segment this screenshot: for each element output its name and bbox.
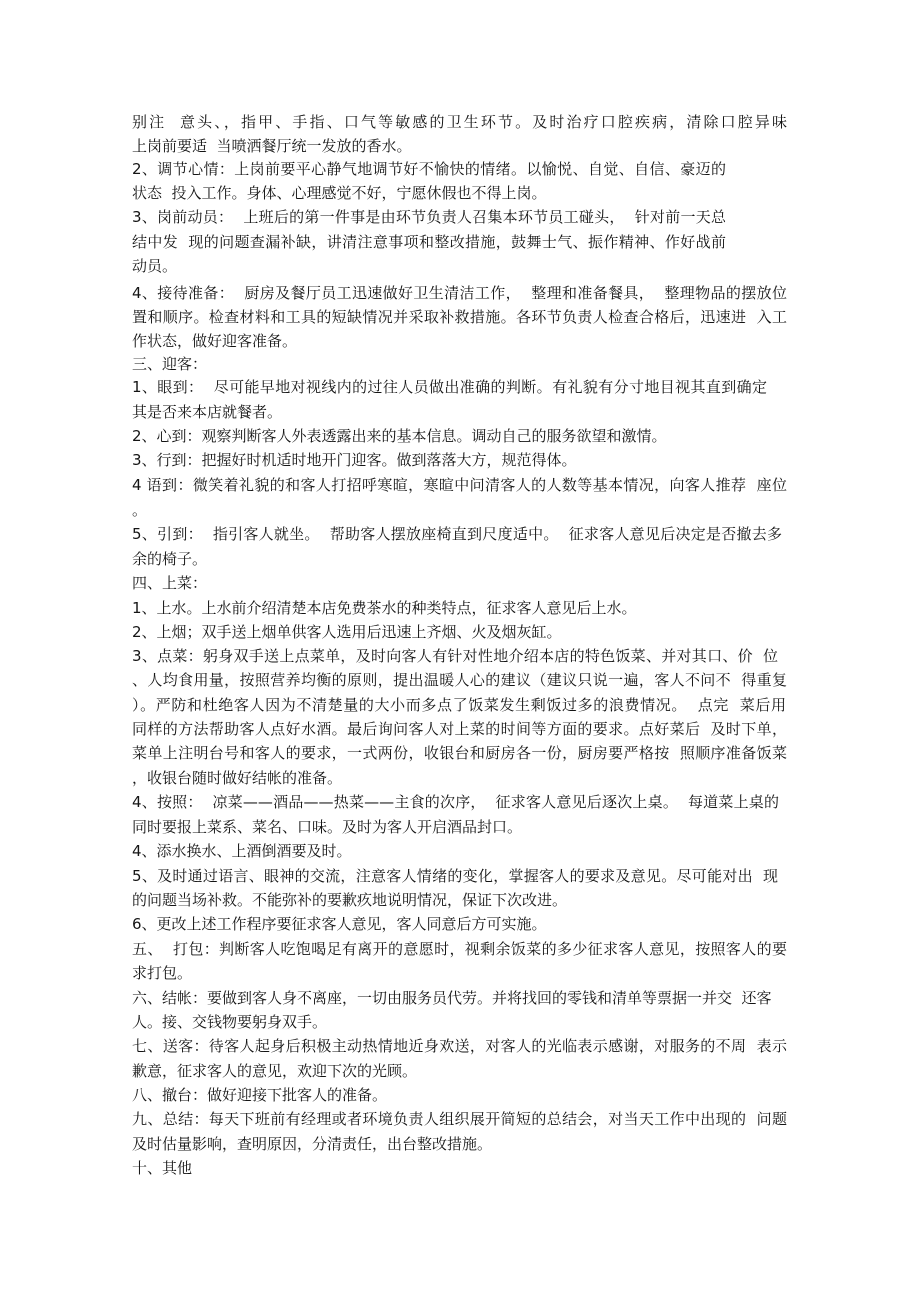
section-heading: 四、上菜： xyxy=(132,574,208,592)
text-line: 八、撤台：做好迎接下批客人的准备。 xyxy=(132,1086,388,1104)
text-line: 3、点菜：躬身双手送上点菜单，及时向客人有针对性地介绍本店的特色饭菜、并对其口、价 位 xyxy=(132,647,778,665)
text-line: 5、引到： 指引客人就坐。 帮助客人摆放座椅直到尺度适中。 征求客人意见后决定是否撤去多 xyxy=(132,525,782,543)
text-line: 歉意，征求客人的意见，欢迎下次的光顾。 xyxy=(132,1062,418,1080)
text-line: 余的椅子。 xyxy=(132,550,208,568)
text-line: 结中发 现的问题查漏补缺，讲清注意事项和整改措施，鼓舞士气、振作精神、作好战前 xyxy=(132,233,726,251)
text-line: 九、总结：每天下班前有经理或者环境负责人组织展开简短的总结会，对当天工作中出现的 问题 xyxy=(132,1110,787,1128)
text-line: 、人均食用量，按照营养均衡的原则，提出温暖人心的建议（建议只说一遍，客人不问不 得重复 xyxy=(132,671,787,689)
text-line: 同样的方法帮助客人点好水酒。最后询问客人对上菜的时间等方面的要求。点好菜后 及时下单， xyxy=(132,720,787,738)
text-line: 上岗前要适 当喷洒餐厅统一发放的香水。 xyxy=(132,137,412,155)
text-line: 6、更改上述工作程序要征求客人意见，客人同意后方可实施。 xyxy=(132,915,547,933)
text-line: 及时估量影响，查明原因，分清责任，出台整改措施。 xyxy=(132,1135,493,1153)
text-line: 别注 意头、，指甲、手指、口气等敏感的卫生环节。及时治疗口腔疾病，清除口腔异味 xyxy=(132,113,787,131)
text-line: 1、上水。上水前介绍清楚本店免费茶水的种类特点，征求客人意见后上水。 xyxy=(132,599,637,617)
section-heading: 十、其他 xyxy=(132,1159,193,1177)
text-line: 1、眼到： 尽可能早地对视线内的过往人员做出准确的判断。有礼貌有分寸地目视其直到确定 xyxy=(132,378,767,396)
text-line: 置和顺序。检查材料和工具的短缺情况并采取补救措施。各环节负责人检查合格后，迅速进 入工 xyxy=(132,308,787,326)
text-line: 菜单上注明台号和客人的要求，一式两份，收银台和厨房各一份，厨房要严格按 照顺序准备饭菜 xyxy=(132,744,787,762)
text-line: 2、调节心情：上岗前要平心静气地调节好不愉快的情绪。以愉悦、自觉、自信、豪迈的 xyxy=(132,160,726,178)
text-line: 的问题当场补救。不能弥补的要歉疚地说明情况，保证下次改进。 xyxy=(132,891,568,909)
text-line: 其是否来本店就餐者。 xyxy=(132,403,283,421)
section-heading: 三、迎客： xyxy=(132,355,208,373)
text-line: 同时要报上菜系、菜名、口味。及时为客人开启酒品封口。 xyxy=(132,818,523,836)
text-line: 求打包。 xyxy=(132,964,193,982)
text-line: 动员。 xyxy=(132,257,178,275)
text-line: 状态 投入工作。身体、心理感觉不好，宁愿休假也不得上岗。 xyxy=(132,184,547,202)
text-line: 4、添水换水、上酒倒酒要及时。 xyxy=(132,842,352,860)
text-line: 2、心到：观察判断客人外表透露出来的基本信息。调动自己的服务欲望和激情。 xyxy=(132,427,667,445)
text-line: 七、送客：待客人起身后积极主动热情地近身欢送，对客人的光临表示感谢，对服务的不周 表示 xyxy=(132,1037,787,1055)
text-line: 4、接待准备： 厨房及餐厅员工迅速做好卫生清洁工作， 整理和准备餐具， 整理物品的摆放位 xyxy=(132,284,787,302)
text-line: 五、 打包：判断客人吃饱喝足有离开的意愿时，视剩余饭菜的多少征求客人意见，按照客人的要 xyxy=(132,940,787,958)
text-line: 2、上烟；双手送上烟单供客人选用后迅速上齐烟、火及烟灰缸。 xyxy=(132,623,562,641)
text-line: 4、按照： 凉菜——酒品——热菜——主食的次序， 征求客人意见后逐次上桌。 每道菜上桌的 xyxy=(132,793,779,811)
text-line: 人。接、交钱物要躬身双手。 xyxy=(132,1013,328,1031)
text-line: 4 语到：微笑着礼貌的和客人打招呼寒暄，寒暄中问清客人的人数等基本情况，向客人推荐 座位 xyxy=(132,476,787,494)
text-line: 5、及时通过语言、眼神的交流，注意客人情绪的变化，掌握客人的要求及意见。尽可能对出 现 xyxy=(132,867,778,885)
text-line: ，收银台随时做好结帐的准备。 xyxy=(132,769,343,787)
text-line: 3、岗前动员： 上班后的第一件事是由环节负责人召集本环节员工碰头， 针对前一天总 xyxy=(132,208,726,226)
text-line: ）。严防和杜绝客人因为不清楚量的大小而多点了饭菜发生剩饭过多的浪费情况。 点完 菜后用 xyxy=(132,696,786,714)
text-line: 作状态，做好迎客准备。 xyxy=(132,332,298,350)
text-line: 。 xyxy=(132,501,148,519)
text-line: 3、行到：把握好时机适时地开门迎客。做到落落大方，规范得体。 xyxy=(132,451,577,469)
text-line: 六、结帐：要做到客人身不离座，一切由服务员代劳。并将找回的零钱和清单等票据一并交 还客 xyxy=(132,989,772,1007)
